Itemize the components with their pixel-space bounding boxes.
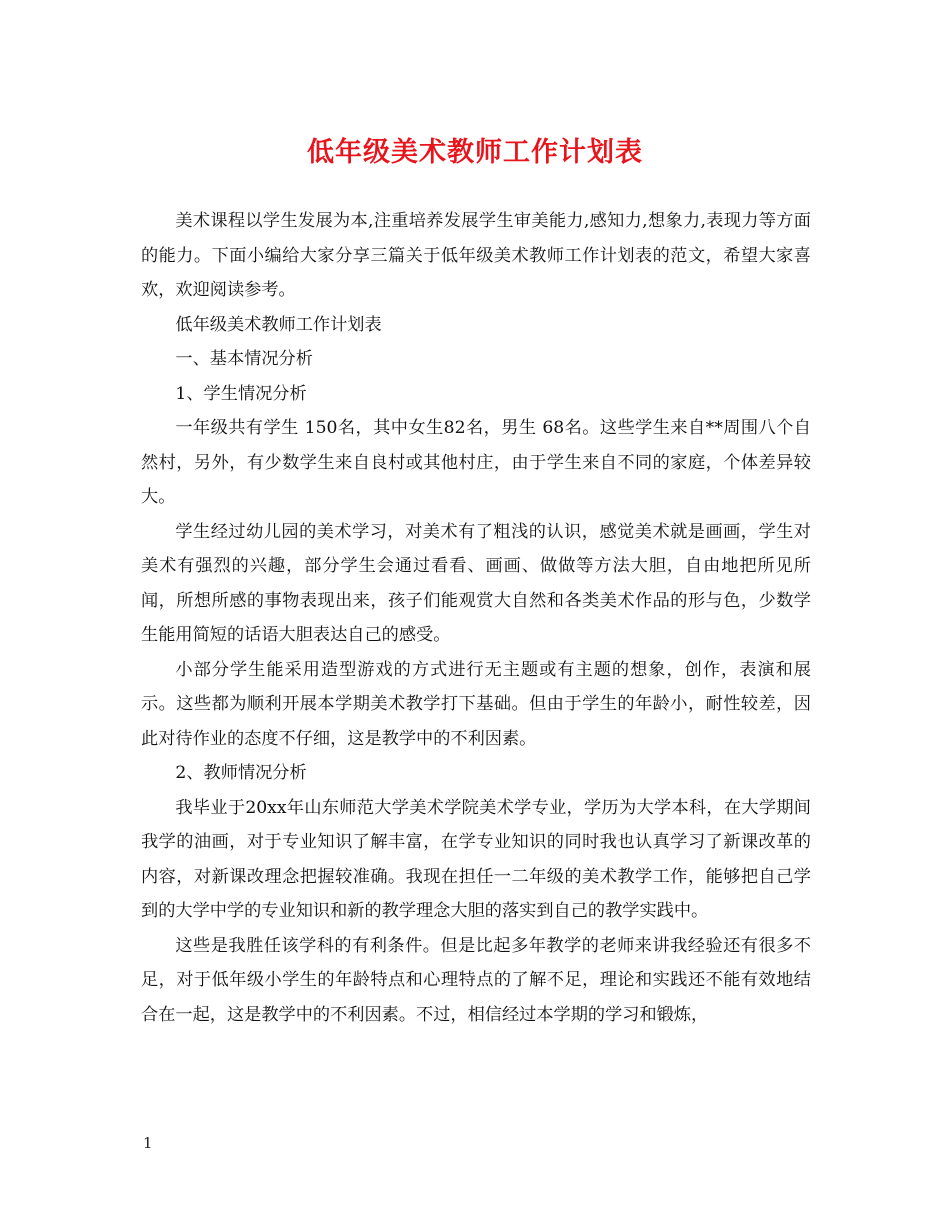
paragraph-teacher-background: 我毕业于20xx年山东师范大学美术学院美术学专业，学历为大学本科，在大学期间我学的油画，对于专业知识了解丰富，在学专业知识的同时我也认真学习了新课改革的内容，对新课改理念把握较准确。我现在担任一二年级的美术教学工作，能够把自己学到的大学中学的专业知识和新的教学理念大胆的落实到自己的教学实践中。 [141,797,811,921]
paragraph-intro: 美术课程以学生发展为本,注重培养发展学生审美能力,感知力,想象力,表现力等方面的能力。下面小编给大家分享三篇关于低年级美术教师工作计划表的范文，希望大家喜欢，欢迎阅读参考。 [141,211,811,300]
paragraph-student-ability: 小部分学生能采用造型游戏的方式进行无主题或有主题的想象，创作，表演和展示。这些都为顺利开展本学期美术教学打下基础。但由于学生的年龄小，耐性较差，因此对待作业的态度不仔细，这是教学中的不利因素。 [141,659,811,749]
page-number: 1 [143,1134,153,1152]
paragraph-teacher-conditions: 这些是我胜任该学科的有利条件。但是比起多年教学的老师来讲我经验还有很多不足，对于低年级小学生的年龄特点和心理特点的了解不足，理论和实践还不能有效地结合在一起，这是教学中的不利因素。不过，相信经过本学期的学习和锻炼， [141,935,811,1025]
heading-student-analysis: 1、学生情况分析 [175,383,307,404]
heading-basic-analysis: 一、基本情况分析 [175,349,313,369]
paragraph-plan-title: 低年级美术教师工作计划表 [175,314,382,335]
paragraph-student-count: 一年级共有学生 150名，其中女生82名，男生 68名。这些学生来自**周围八个自然村，另外，有少数学生来自良村或其他村庄，由于学生来自不同的家庭，个体差异较大。 [141,418,811,507]
paragraph-student-experience: 学生经过幼儿园的美术学习，对美术有了粗浅的认识，感觉美术就是画画，学生对美术有强烈的兴趣，部分学生会通过看看、画画、做做等方法大胆，自由地把所见所闻，所想所感的事物表现出来，孩子们能观赏大自然和各类美术作品的形与色，少数学生能用简短的话语大胆表达自己的感受。 [141,521,811,645]
document-body [141,204,811,1032]
document-title: 低年级美术教师工作计划表 [307,137,643,168]
heading-teacher-analysis: 2、教师情况分析 [175,763,307,783]
